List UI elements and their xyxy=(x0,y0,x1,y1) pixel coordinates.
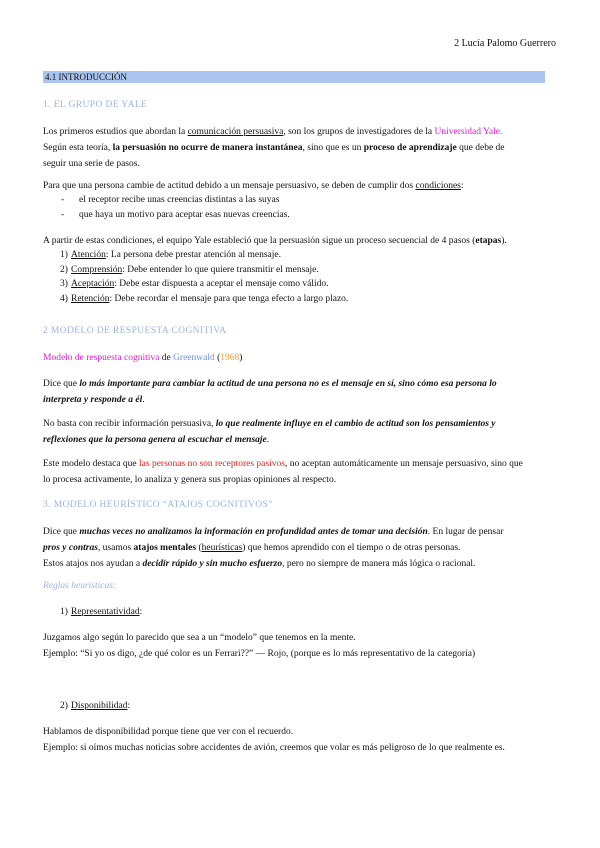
paragraph-conditions: Para que una persona cambie de actitud debido a un mensaje persuasivo, se deben de cumplir dos condiciones: xyxy=(43,181,464,191)
paragraph-cognitive-3: Este modelo destaca que las personas no son receptores pasivos, no aceptan automáticamente un mensaje persuasivo, sino que lo procesa activamente, lo analiza y genera sus propias opiniones al respecto. xyxy=(43,459,523,485)
heading-heuristic: 3. MODELO HEURÍSTICO “ATAJOS COGNITIVOS” xyxy=(43,500,273,510)
paragraph-yale-intro: Los primeros estudios que abordan la comunicación persuasiva, son los grupos de investigadores de la Universidad Yale. Según esta teoría, la persuasión no ocurre de manera instantánea, sino que es un proceso de aprendizaje que debe de seguir una serie de pasos. xyxy=(43,127,505,169)
paragraph-steps-intro: A partir de estas condiciones, el equipo Yale estableció que la persuasión sigue un proceso secuencial de 4 pasos (etapas). xyxy=(43,236,507,246)
section-title-bar xyxy=(43,71,545,83)
paragraph-model-name: Modelo de respuesta cognitiva de Greenwald (1968) xyxy=(43,353,243,363)
link-heuristicas[interactable]: heurísticas xyxy=(201,543,243,553)
list-item: 3) Aceptación : Debe estar dispuesta a aceptar el mensaje como válido. xyxy=(60,279,329,289)
heading-cognitive: 2 MODELO DE RESPUESTA COGNITIVA xyxy=(43,326,227,336)
link-comunicacion-persuasiva[interactable]: comunicación persuasiva xyxy=(187,127,284,137)
paragraph-cognitive-1: Dice que lo más importante para cambiar la actitud de una persona no es el mensaje en sí, sino cómo esa persona lo interpreta y responde a él. xyxy=(43,379,497,405)
heading-yale: 1. EL GRUPO DE YALE xyxy=(43,100,148,110)
list-item: 4) Retención : Debe recordar el mensaje para que tenga efecto a largo plazo. xyxy=(60,293,349,304)
paragraph-heuristic: Dice que muchas veces no analizamos la información en profundidad antes de tomar una decisión. En lugar de pensar pros y contras, usamos atajos mentales (heurísticas) que hemos aprendido con el tiempo o de otras personas. Estos atajos nos ayudan a decidir rápido y sin mucho esfuerzo, pero no siempre de manera más lógica o racional. xyxy=(43,527,504,569)
list-item: 1) Atención : La persona debe prestar atención al mensaje. xyxy=(60,250,281,260)
steps-list xyxy=(43,248,348,306)
list-item: 2) Comprensión : Debe entender lo que quiere transmitir el mensaje. xyxy=(60,264,319,275)
rule-2-title: 2) Disponibilidad : xyxy=(60,701,131,711)
rule-2-text: Hablamos de disponibilidad porque tiene que ver con el recuerdo. Ejemplo: si oímos muchas noticias sobre accidentes de avión, creemos que volar es más peligroso de lo que realmente es. xyxy=(43,727,505,753)
rules-label: Reglas heurísticas: xyxy=(43,581,117,591)
link-condiciones[interactable]: condiciones xyxy=(415,181,461,191)
rule-1-title: 1) Representatividad : xyxy=(60,607,143,617)
universidad-yale: Universidad Yale. xyxy=(434,127,503,137)
rule-1-text: Juzgamos algo según lo parecido que sea a un “modelo” que tenemos en la mente. Ejemplo: “Si yo os digo, ¿de qué color es un Ferrari??” — Rojo, (porque es lo más representativo de la categoría) xyxy=(43,633,476,659)
conditions-list xyxy=(43,193,290,222)
page-header-author: 2 Lucía Palomo Guerrero xyxy=(454,38,556,49)
list-item: - que haya un motivo para aceptar esas nuevas creencias. xyxy=(61,209,290,220)
list-item: - el receptor recibe unas creencias distintas a las suyas xyxy=(61,195,280,205)
paragraph-cognitive-2: No basta con recibir información persuasiva, lo que realmente influye en el cambio de actitud son los pensamientos y reflexiones que la persona genera al escuchar el mensaje. xyxy=(43,419,496,445)
section-title: 4.1 INTRODUCCIÓN xyxy=(45,72,127,82)
